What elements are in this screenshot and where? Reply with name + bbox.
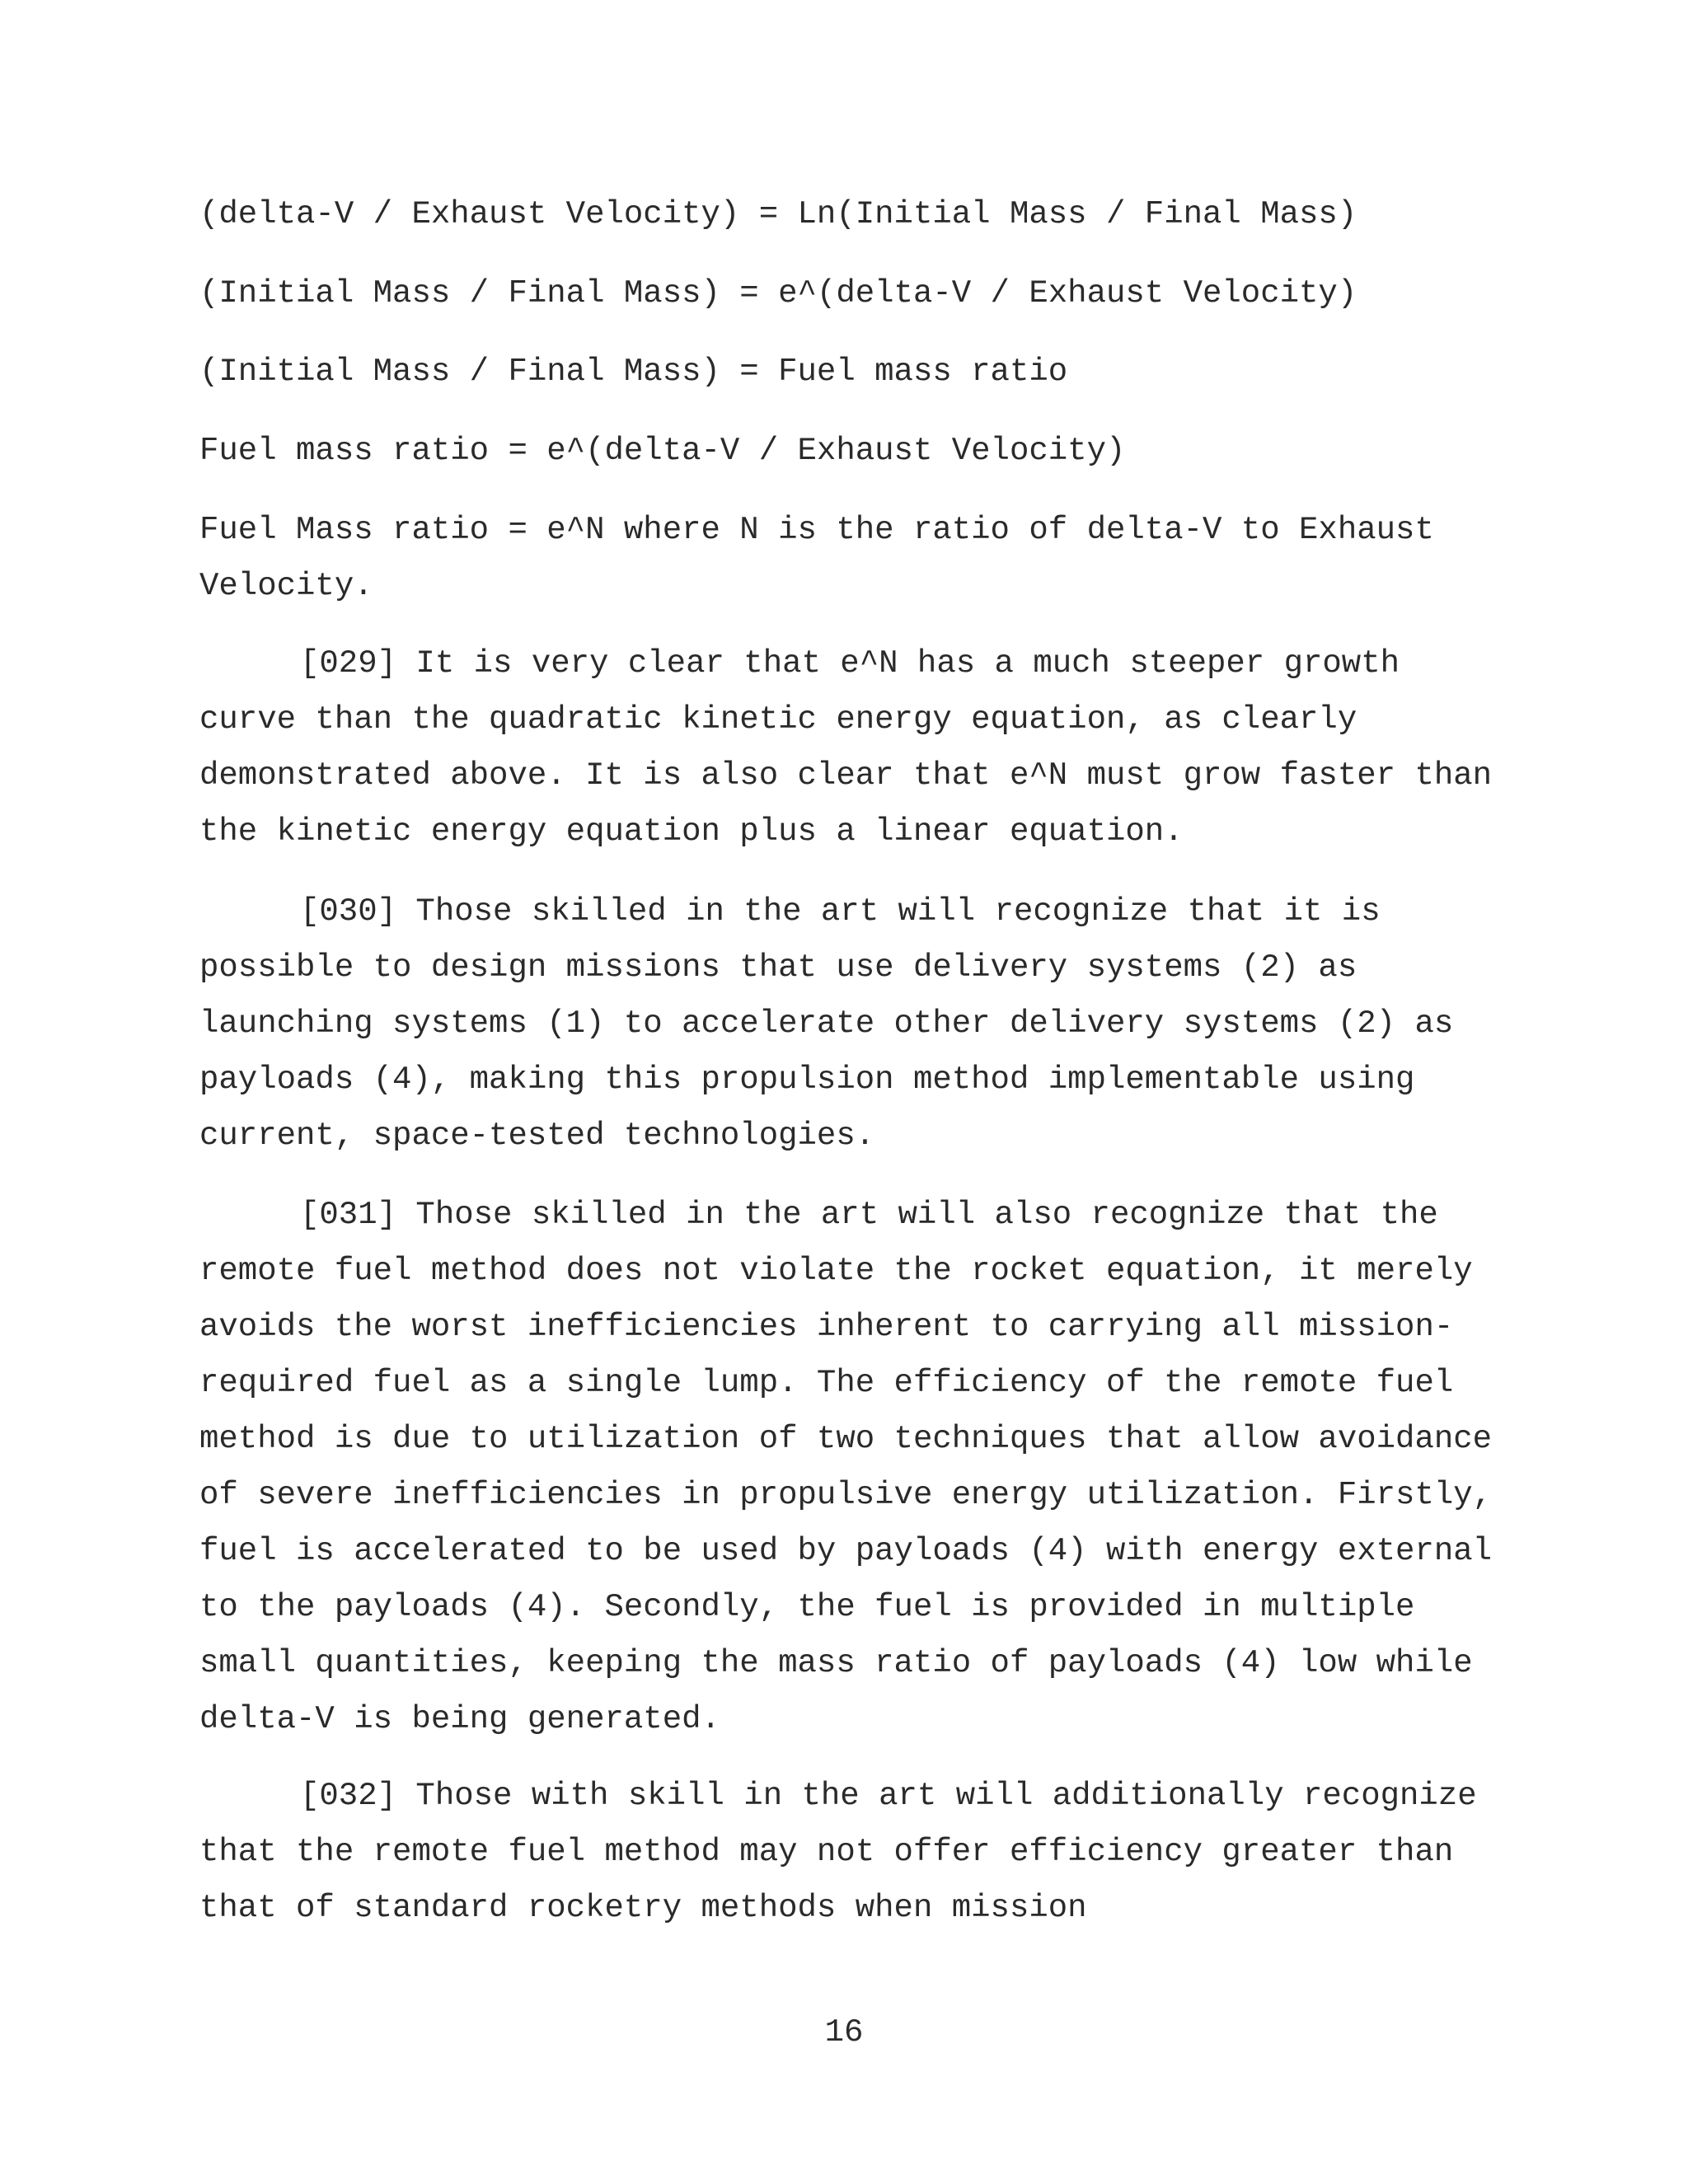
page-number: 16 (824, 2014, 864, 2050)
equation-line: Fuel mass ratio = e^(delta-V / Exhaust Velocity) (199, 433, 1126, 469)
paragraph-032: [032] Those with skill in the art will additionally recognize that the remote fuel method may not offer efficiency greater than that of standard rocketry methods when mission (199, 1778, 1477, 1926)
equation-line: Fuel Mass ratio = e^N where N is the ratio of delta-V to Exhaust Velocity. (199, 512, 1434, 604)
equation-line: (Initial Mass / Final Mass) = e^(delta-V / Exhaust Velocity) (199, 275, 1357, 312)
equation-line: (Initial Mass / Final Mass) = Fuel mass ratio (199, 354, 1068, 390)
equation-line: (delta-V / Exhaust Velocity) = Ln(Initial Mass / Final Mass) (199, 196, 1357, 232)
paragraph-029: [029] It is very clear that e^N has a much steeper growth curve than the quadratic kinetic energy equation, as clearly demonstrated above. It is also clear that e^N must grow faster than the kinetic energy equation plus a linear equation. (199, 645, 1493, 850)
paragraph-030: [030] Those skilled in the art will recognize that it is possible to design missions that use delivery systems (2) as launching systems (1) to accelerate other delivery systems (2) as payloads (4), making this propulsion method implementable using current, space-tested technologies. (199, 893, 1454, 1154)
paragraph-031: [031] Those skilled in the art will also recognize that the remote fuel method does not violate the rocket equation, it merely avoids the worst inefficiencies inherent to carrying all mission-required fuel as a single lump. The efficiency of the remote fuel method is due to utilization of two techniques that allow avoidance of severe inefficiencies in propulsive energy utilization. Firstly, fuel is accelerated to be used by payloads (4) with energy external to the payloads (4). Secondly, the fuel is provided in multiple small quantities, keeping the mass ratio of payloads (4) low while delta-V is being generated. (199, 1197, 1493, 1737)
